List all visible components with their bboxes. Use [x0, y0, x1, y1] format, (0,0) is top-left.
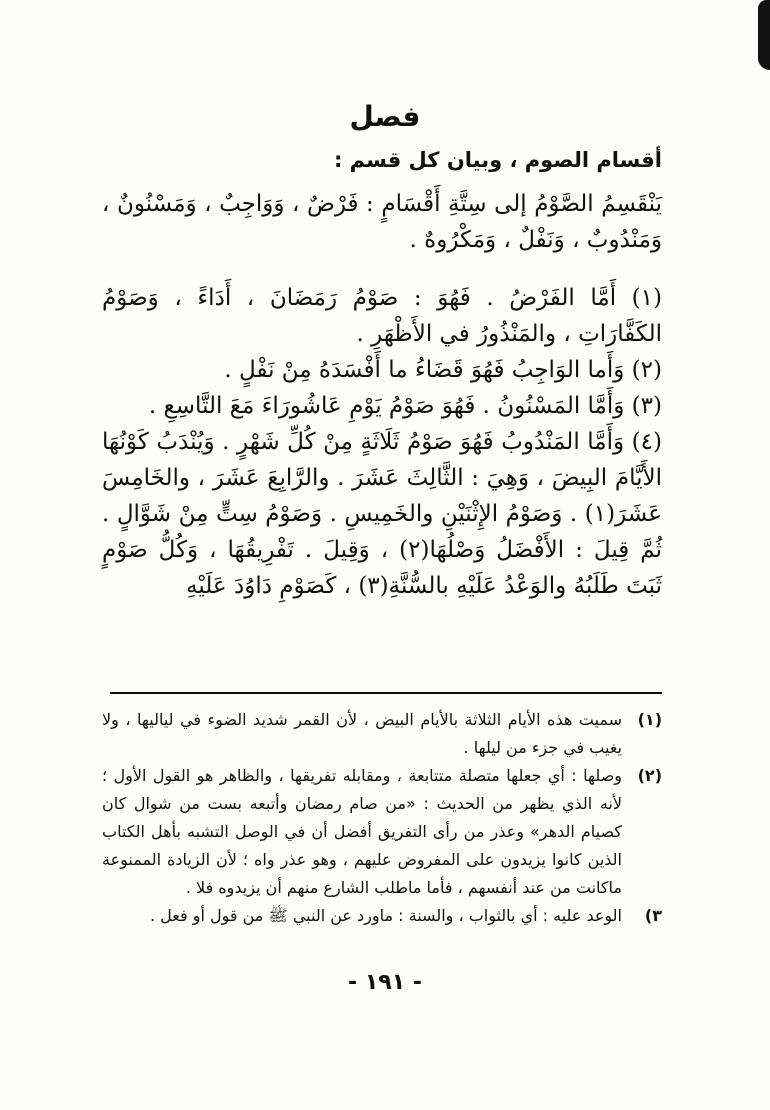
section-subheading: أقسام الصوم ، وبيان كل قسم : — [333, 148, 662, 172]
footnote-item — [102, 902, 662, 930]
paragraph-wajib: (٢) وَأَما الوَاجِبُ فَهُوَ قَضَاءُ ما أَفْسَدَهُ مِنْ نَفْلٍ . — [224, 357, 662, 383]
paragraph-mandub: (٤) وَأَمَّا المَنْدُوبُ فَهُوَ صَوْمُ ثَلَاثَةٍ مِنْ كُلِّ شَهْرٍ . وَيُنْدَبُ كَوْنُهَا الأَيَّامَ البِيضَ ، وَهِيَ : الثَّالِثَ عَشَرَ . والرَّابِعَ عَشَرَ ، والخَامِسَ عَشَرَ(١) . وَصَوْمُ الإِثْنَيْنِ والخَمِيسِ . وَصَوْمُ سِتٍّ مِنْ شَوَّالٍ . ثُمَّ قِيلَ : الأَفْضَلُ وَصْلُهَا(٢) ، وَقِيلَ . تَفْرِيقُهَا ، وَكُلُّ صَوْمٍ ثَبَتَ طَلَبُهُ والوَعْدُ عَلَيْهِ بالسُّنَّةِ(٣) ، كَصَوْمِ دَاوُدَ عَلَيْهِ — [102, 429, 662, 599]
footnote-item — [102, 762, 662, 902]
page-edge-mark — [758, 0, 770, 70]
paragraph-fard: (١) أَمَّا الفَرْضُ . فَهُوَ : صَوْمُ رَمَضَانَ ، أَدَاءً ، وَصَوْمُ الكَفَّارَاتِ ، والمَنْذُورُ في الأَظْهَرِ . — [102, 285, 662, 347]
paragraph-masnun: (٣) وَأَمَّا المَسْنُونُ . فَهُوَ صَوْمُ يَوْمِ عَاشُورَاءَ مَعَ التَّاسِعِ . — [148, 393, 662, 419]
footnote-item — [102, 706, 662, 762]
footnote-number: (٢) — [637, 766, 662, 785]
footnote-text: وصلها : أي جعلها متصلة متتابعة ، ومقابله تفريقها ، والظاهر هو القول الأول ؛ لأنه الذي يظهر من الحديث : «من صام رمضان وأتبعه بست من شوال كان كصيام الدهر» وعذر من رأى التفريق أفضل أن في الوصل التشبه بأهل الكتاب الذين كانوا يزيدون على المفروض عليهم ، وهو عذر واه ؛ لأن الزيادة الممنوعة ماكانت من عند أنفسهم ، فأما ماطلب الشارع منهم أن يزيدوه فلا . — [102, 766, 622, 897]
footnote-divider — [110, 692, 662, 694]
footnote-number: ٣) — [644, 906, 662, 925]
main-text — [102, 186, 662, 604]
footnotes — [102, 706, 662, 930]
footnote-text: سميت هذه الأيام الثلاثة بالأيام البيض ، لأن القمر شديد الضوء في لياليها ، ولا يغيب في جزء من ليلها . — [102, 710, 622, 757]
footnote-text: الوعد عليه : أي بالثواب ، والسنة : ماورد عن النبي ﷺ من قول أو فعل . — [149, 906, 622, 925]
paragraph-intro: يَنْقَسِمُ الصَّوْمُ إلى سِتَّةِ أَقْسَامٍ : فَرْضٌ ، وَوَاجِبٌ ، وَمَسْنُونٌ ، وَمَنْدُوبٌ ، وَنَفْلٌ ، وَمَكْرُوهٌ . — [102, 191, 662, 253]
footnote-number: (١) — [637, 710, 662, 729]
section-heading: فصل — [349, 100, 421, 133]
page-number: - ١٩١ - — [348, 970, 422, 995]
